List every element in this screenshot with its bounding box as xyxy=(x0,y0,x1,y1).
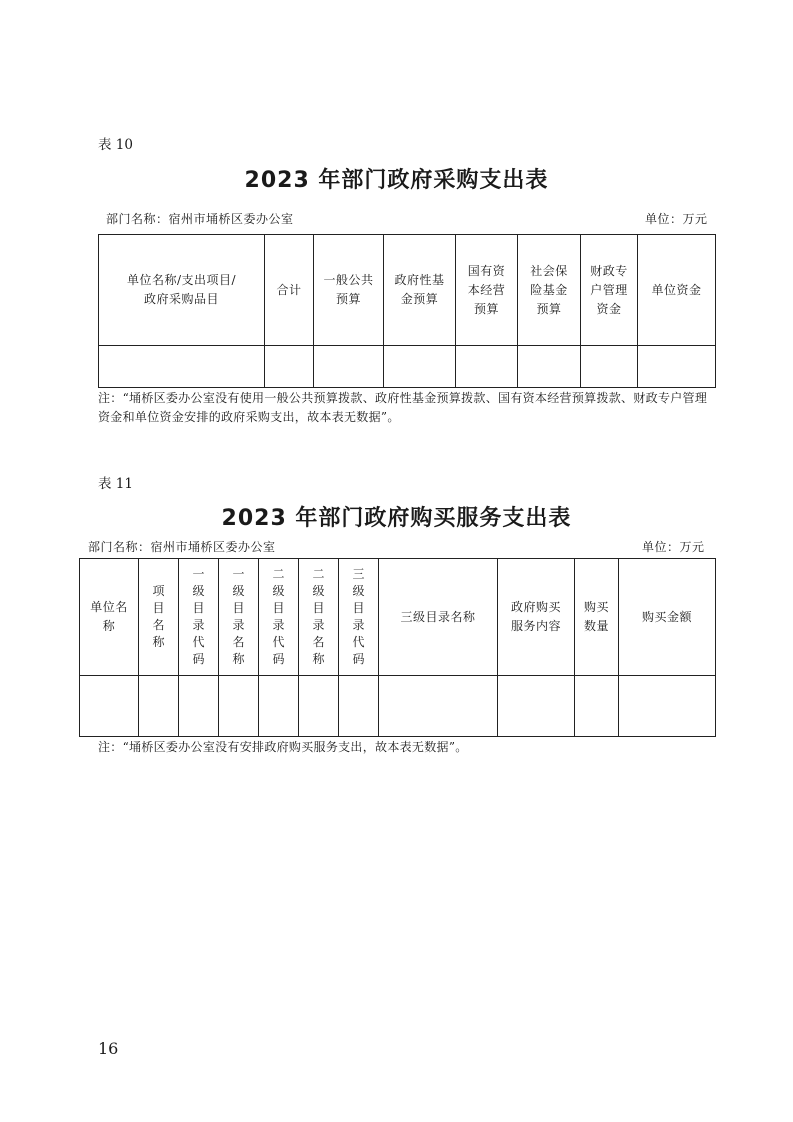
table11 xyxy=(79,558,716,737)
table11-header-row xyxy=(80,559,716,676)
t11-header-l1-name: 一级目录名称 xyxy=(219,559,259,676)
t10-header-unit-funds: 单位资金 xyxy=(638,235,716,346)
table-row xyxy=(99,346,716,388)
t10-header-social-insurance: 社会保险基金预算 xyxy=(518,235,581,346)
table10-header-row xyxy=(99,235,716,346)
table10 xyxy=(98,234,716,388)
t10-header-general-budget: 一般公共预算 xyxy=(314,235,384,346)
t11-header-service-content: 政府购买服务内容 xyxy=(498,559,575,676)
table10-title: 2023 年部门政府采购支出表 xyxy=(244,168,549,193)
t11-header-l1-code: 一级目录代码 xyxy=(179,559,219,676)
table10-dept: 部门名称：宿州市埇桥区委办公室 xyxy=(106,212,294,226)
t10-header-state-capital: 国有资本经营预算 xyxy=(456,235,518,346)
t11-header-amount: 购买金额 xyxy=(619,559,716,676)
table-row xyxy=(80,676,716,737)
t10-header-gov-fund: 政府性基金预算 xyxy=(384,235,456,346)
t10-header-total: 合计 xyxy=(265,235,314,346)
t11-header-unit-name: 单位名称 xyxy=(80,559,139,676)
page-number: 16 xyxy=(98,1039,119,1058)
table10-note: 注：“埇桥区委办公室没有使用一般公共预算拨款、政府性基金预算拨款、国有资本经营预算拨款、财政专户管理资金和单位资金安排的政府采购支出，故本表无数据”。 xyxy=(98,391,708,424)
t11-header-quantity: 购买数量 xyxy=(575,559,619,676)
t11-header-project-name: 项目名称 xyxy=(139,559,179,676)
t10-header-unit-name: 单位名称/支出项目/政府采购品目 xyxy=(99,235,265,346)
table11-title: 2023 年部门政府购买服务支出表 xyxy=(221,506,572,531)
table11-note: 注：“埇桥区委办公室没有安排政府购买服务支出，故本表无数据”。 xyxy=(98,740,468,754)
table10-label: 表 10 xyxy=(98,137,133,153)
t11-header-l2-code: 二级目录代码 xyxy=(259,559,299,676)
table10-unit: 单位：万元 xyxy=(645,212,708,226)
t10-header-special-account: 财政专户管理资金 xyxy=(581,235,638,346)
table11-dept: 部门名称：宿州市埇桥区委办公室 xyxy=(88,540,276,554)
t11-header-l2-name: 二级目录名称 xyxy=(299,559,339,676)
t11-header-l3-name: 三级目录名称 xyxy=(379,559,498,676)
table11-unit: 单位：万元 xyxy=(642,540,705,554)
table11-label: 表 11 xyxy=(98,476,133,492)
t11-header-l3-code: 三级目录代码 xyxy=(339,559,379,676)
